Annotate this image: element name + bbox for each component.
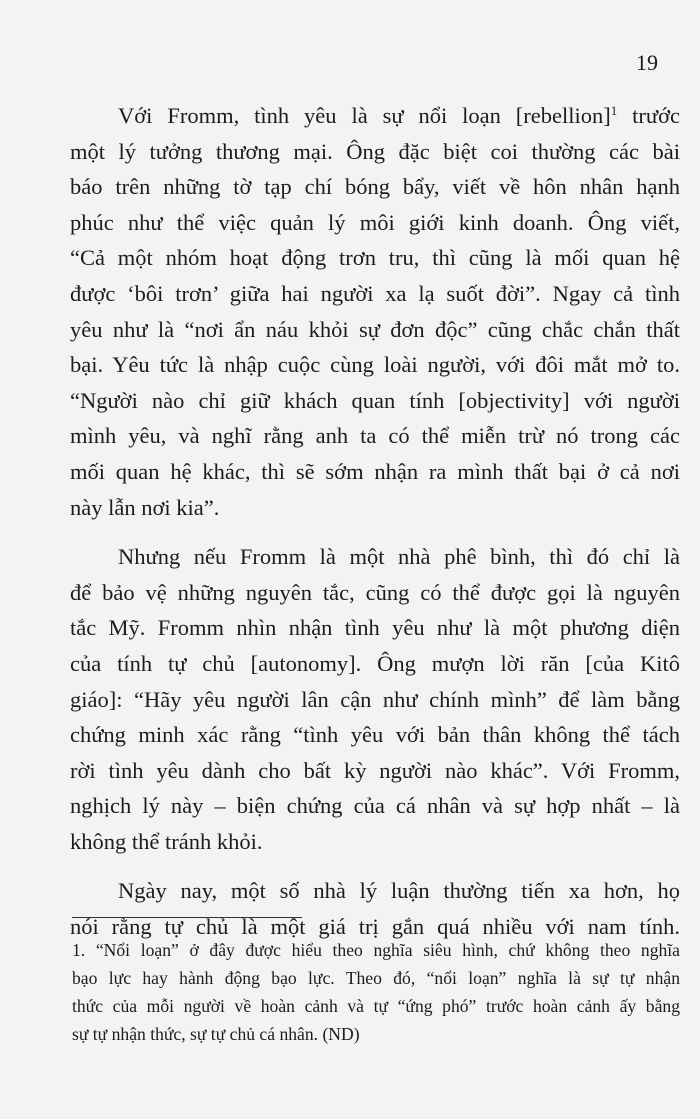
footnote-line: 1. “Nổi loạn” ở đây được hiểu theo nghĩa siêu hình, chứ không theo nghĩa [72,940,680,960]
text-line: phúc như thể việc quản lý môi giới kinh doanh. Ông viết, [70,209,680,235]
footnote-marker: 1 [610,103,618,118]
text-segment: Với Fromm, tình yêu là sự nổi loạn [rebellion] [118,103,611,128]
paragraph-1 [70,98,680,525]
text-line: chứng minh xác rằng “tình yêu với bản thân không thể tách [70,722,680,748]
paragraph-2 [70,539,680,859]
text-line: giáo]: “Hãy yêu người lân cận như chính mình” để làm bằng [70,686,680,712]
text-line: mối quan hệ khác, thì sẽ sớm nhận ra mình thất bại ở cả nơi [70,458,680,484]
text-line: để bảo vệ những nguyên tắc, cũng có thể được gọi là nguyên [70,579,680,605]
text-line: một lý tưởng thương mại. Ông đặc biệt coi thường các bài [70,138,680,164]
text-line: “Cả một nhóm hoạt động trơn tru, thì cũng là mối quan hệ [70,245,680,271]
text-line: Nhưng nếu Fromm là một nhà phê bình, thì đó chỉ là [118,544,680,570]
text-line: của tính tự chủ [autonomy]. Ông mượn lời răn [của Kitô [70,650,680,676]
text-line: “Người nào chỉ giữ khách quan tính [objectivity] với người [70,387,680,413]
footnote-line: sự tự nhận thức, sự tự chủ cá nhân. (ND) [72,1024,360,1044]
text-line: mình yêu, và nghĩ rằng anh ta có thể miễn trừ nó trong các [70,423,680,449]
text-line: nghịch lý này – biện chứng của cá nhân và sự hợp nhất – là [70,793,680,819]
text-line: không thể tránh khỏi. [70,828,263,854]
text-line: tắc Mỹ. Fromm nhìn nhận tình yêu như là một phương diện [70,615,680,641]
text-line [70,98,680,134]
text-segment: trước [617,103,681,128]
text-line: bại. Yêu tức là nhập cuộc cùng loài người, với đôi mắt mở to. [70,352,680,378]
text-line: nói rằng tự chủ là một giá trị gắn quá nhiều với nam tính. [70,914,680,940]
text-line: báo trên những tờ tạp chí bóng bẩy, viết về hôn nhân hạnh [70,174,680,200]
page-number: 19 [636,50,658,75]
text-line: này lẫn nơi kia”. [70,494,220,520]
footnote [72,936,680,1048]
footnote-line: bạo lực hay hành động bạo lực. Theo đó, “nổi loạn” nghĩa là sự tự nhận [72,968,680,988]
footnote-line: thức của mỗi người về hoàn cảnh và tự “ứng phó” trước hoàn cảnh ấy bằng [72,996,680,1016]
footnote-divider [72,917,302,918]
text-line: yêu như là “nơi ẩn náu khỏi sự đơn độc” cũng chắc chắn thất [70,316,680,342]
text-line: Ngày nay, một số nhà lý luận thường tiến xa hơn, họ [118,878,680,904]
text-line: rời tình yêu dành cho bất kỳ người nào khác”. Với Fromm, [70,757,680,783]
text-line: được ‘bôi trơn’ giữa hai người xa lạ suốt đời”. Ngay cả tình [70,280,680,306]
paragraph-3 [70,873,680,944]
body-text [70,98,680,959]
